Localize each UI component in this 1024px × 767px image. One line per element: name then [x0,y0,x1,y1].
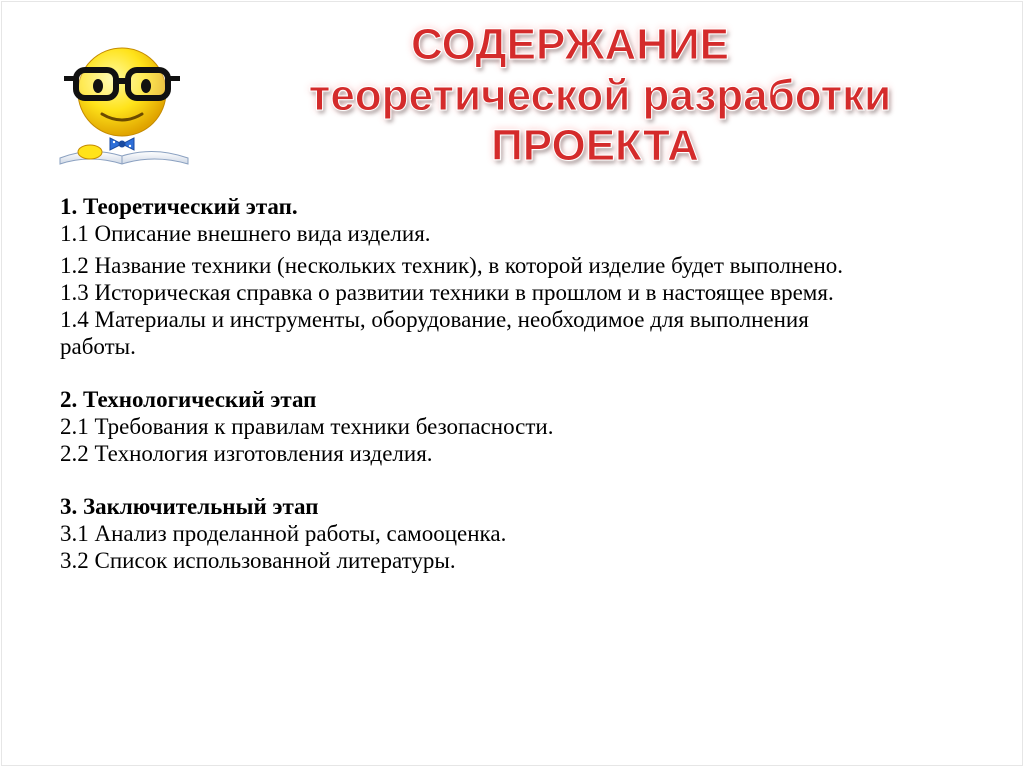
slide-title [240,20,960,172]
list-item: 1.3 Историческая справка о развитии техники в прошлом и в настоящее время. [60,280,834,305]
list-item: 2.2 Технология изготовления изделия. [60,441,433,466]
nerd-smiley-with-book-icon [50,30,200,170]
list-item: 1.4 Материалы и инструменты, оборудование, необходимое для выполнения работы. [60,307,809,359]
list-item: 1.1 Описание внешнего вида изделия. [60,221,431,246]
title-line-3: ПРОЕКТА [491,121,699,171]
list-item: 2.1 Требования к правилам техники безопасности. [60,414,554,439]
section-heading: 2. Технологический этап [60,387,317,412]
content-outline [60,193,960,574]
list-item: 1.2 Название техники (нескольких техник), в которой изделие будет выполнено. [60,253,844,278]
section-heading: 1. Теоретический этап. [60,194,298,219]
title-line-1: СОДЕРЖАНИЕ [410,20,730,69]
section-heading: 3. Заключительный этап [60,494,319,519]
list-item: 3.2 Список использованной литературы. [60,548,456,573]
list-item: 3.1 Анализ проделанной работы, самооценка. [60,521,507,546]
title-line-2: теоретической разработки [308,70,892,120]
